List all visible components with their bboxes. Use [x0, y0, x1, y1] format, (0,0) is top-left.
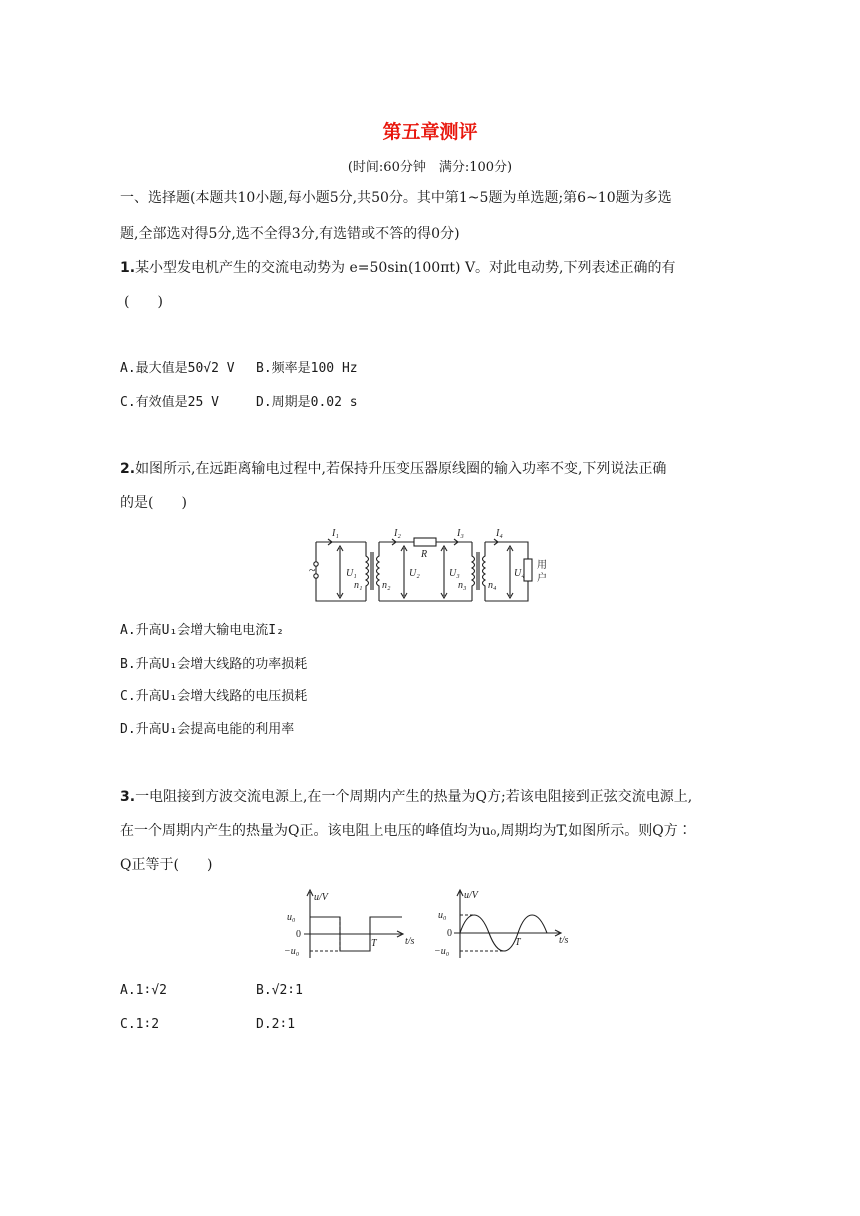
line-resistor [414, 538, 436, 546]
label-i4: I₄ [496, 528, 503, 539]
option-c: C.1∶2 [120, 1017, 160, 1032]
secondary-coil-n4 [483, 542, 486, 601]
option-a: A.升高U₁会增大输电电流I₂ [120, 623, 284, 638]
source-wires [316, 542, 366, 601]
option-b: B.频率是100 Hz [256, 361, 358, 376]
y-axis-label: u/V [464, 890, 478, 901]
option-d: D.周期是0.02 s [256, 395, 358, 410]
option-a: A.最大值是50√2 V [120, 361, 235, 376]
option-b: B.升高U₁会增大线路的功率损耗 [120, 657, 308, 672]
label-n2: n₂ [382, 580, 391, 591]
x-axis-label: t/s [559, 935, 569, 946]
tick-u0: u₀ [287, 912, 296, 923]
option-d: D.升高U₁会提高电能的利用率 [120, 722, 295, 737]
option-d: D.2∶1 [256, 1017, 296, 1032]
power-transmission-circuit-figure [308, 526, 558, 606]
question-3 [120, 787, 692, 807]
option-b: B.√2∶1 [256, 983, 303, 998]
square-wave-graph [284, 886, 424, 964]
question-text-continued: 的是( ) [120, 495, 187, 511]
question-2 [120, 459, 666, 479]
label-n4: n₄ [488, 580, 497, 591]
ac-source-icon: ~ [309, 563, 316, 577]
x-axis-label: t/s [405, 936, 415, 947]
secondary-coil-n2 [377, 542, 380, 601]
label-u1: U₁ [346, 568, 357, 579]
option-c: C.有效值是25 V [120, 395, 219, 410]
question-number: 2. [120, 461, 136, 477]
tick-neg-u0: −u₀ [434, 946, 450, 957]
question-text: 如图所示,在远距离输电过程中,若保持升压变压器原线圈的输入功率不变,下列说法正确 [135, 461, 667, 477]
primary-coil-n1 [366, 542, 369, 601]
label-u4: U₄ [514, 568, 525, 579]
question-text-continued: Q正等于( ) [120, 857, 213, 873]
label-i1: I₁ [332, 528, 339, 539]
user-load [524, 559, 532, 581]
y-axis-label: u/V [314, 892, 328, 903]
label-u3: U₃ [449, 568, 460, 579]
tick-neg-u0: −u₀ [284, 946, 300, 957]
question-1 [120, 258, 676, 278]
tick-u0: u₀ [438, 910, 447, 921]
label-i2: I₂ [394, 528, 401, 539]
label-n3: n₃ [458, 580, 467, 591]
primary-coil-n3 [472, 542, 475, 601]
label-user-1: 用 [537, 560, 547, 571]
question-text: 一电阻接到方波交流电源上,在一个周期内产生的热量为Q方;若该电阻接到正弦交流电源上, [135, 789, 693, 805]
label-u2: U₂ [409, 568, 420, 579]
page-title: 第五章测评 [382, 121, 478, 143]
question-text-continued: 在一个周期内产生的热量为Q正。该电阻上电压的峰值均为u₀,周期均为T,如图所示。则Q方∶ [120, 823, 692, 839]
question-number: 1. [120, 260, 136, 276]
option-a: A.1∶√2 [120, 983, 167, 998]
question-number: 3. [120, 789, 136, 805]
label-r: R [421, 549, 428, 560]
tick-zero: 0 [296, 929, 301, 940]
label-i3: I₃ [457, 528, 464, 539]
section-instructions-line2: 题,全部选对得5分,选不全得3分,有选错或不答的得0分) [120, 226, 460, 242]
question-text: 某小型发电机产生的交流电动势为 e=50sin(100πt) V。对此电动势,下列表述正确的有 [135, 260, 676, 276]
period-label: T [515, 937, 521, 948]
label-user-2: 户 [537, 573, 547, 584]
section-instructions-line1: 一、选择题(本题共10小题,每小题5分,共50分。其中第1~5题为单选题;第6~10题为多选 [120, 190, 672, 206]
label-n1: n₁ [354, 580, 363, 591]
sine-wave-graph [434, 886, 574, 964]
option-c: C.升高U₁会增大线路的电压损耗 [120, 689, 308, 704]
answer-blank: ( ) [124, 294, 163, 310]
tick-zero: 0 [447, 928, 452, 939]
page-subtitle: (时间:60分钟 满分:100分) [347, 160, 513, 175]
period-label: T [371, 938, 377, 949]
